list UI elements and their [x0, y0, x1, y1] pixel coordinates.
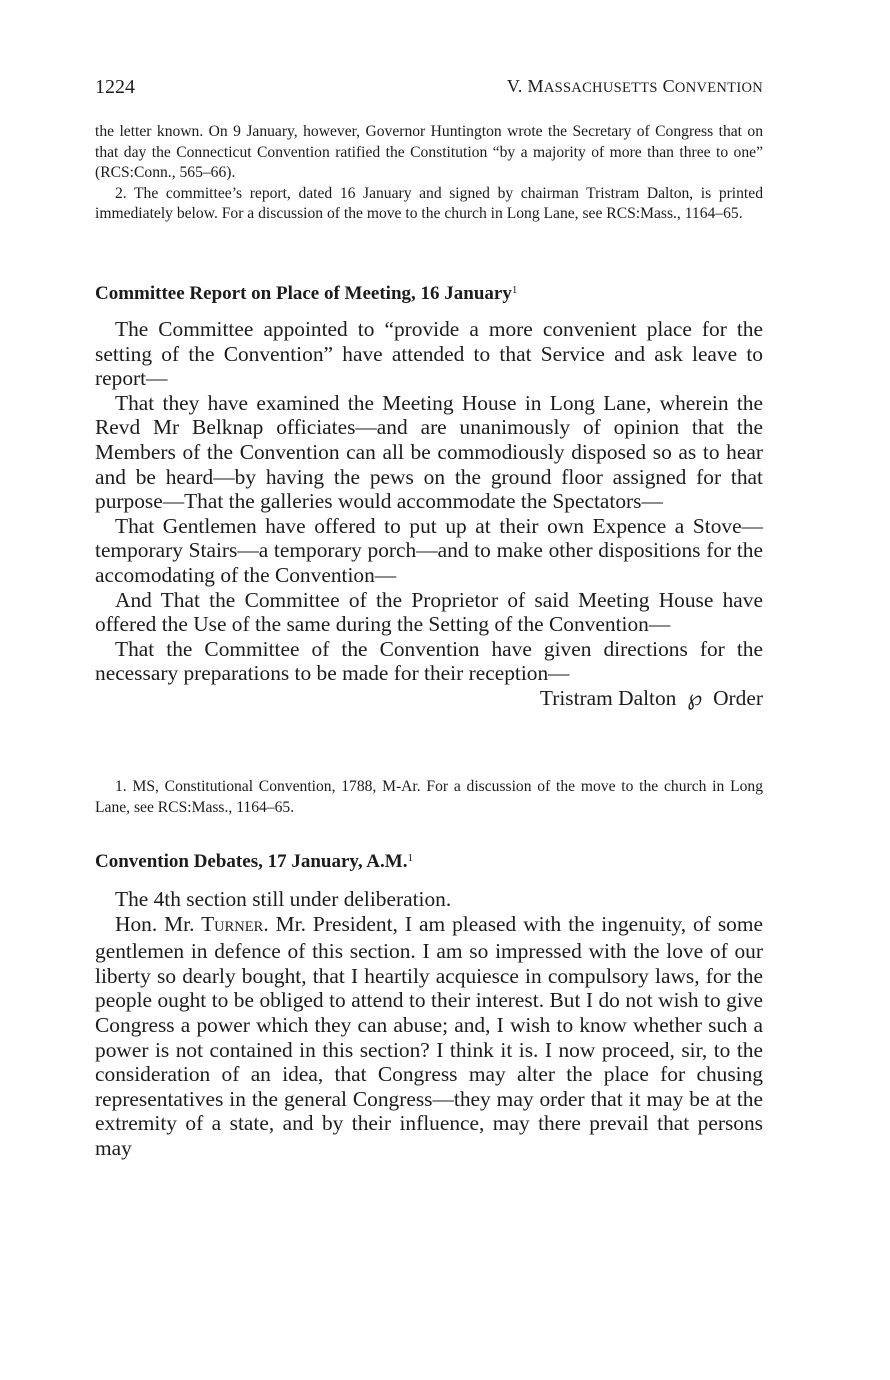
debate-intro: The 4th section still under deliberation. — [115, 887, 452, 911]
running-title-smallcaps-1: ASSACHUSETTS — [543, 80, 658, 96]
speaker-initial: T — [201, 911, 215, 936]
running-title-prefix: V. M — [506, 76, 544, 96]
per-mark-icon: ℘ — [687, 685, 703, 710]
signature-line — [95, 686, 763, 711]
speaker-prefix: Hon. Mr. — [115, 911, 202, 936]
footnote-ref: 1 — [511, 284, 518, 296]
footnote-text: 1. MS, Constitutional Convention, 1788, M-Ar. For a discussion of the move to the church in Long Lane, see RCS:Mass., 1164–65. — [95, 778, 763, 816]
running-title-space: C — [657, 76, 675, 96]
note-2: 2. The committee’s report, dated 16 January and signed by chairman Tristram Dalton, is printed immediately below. For a discussion of the move to the church in Long Lane, see RCS:Mass., 1164–65. — [95, 184, 763, 222]
committee-report-text — [95, 317, 763, 711]
report-paragraph: And That the Committee of the Proprietor of said Meeting House have offered the Use of the same during the Setting of the Convention— — [95, 587, 763, 637]
running-title — [507, 76, 763, 97]
speech-text: . Mr. President, I am pleased with the ingenuity, of some gentlemen in defence of this section. I am so impressed with the love of our liberty so dearly bought, that I heartily acquiesce in compulsory laws, for the people ought to be obliged to attend to their interest. But I do not wish to give Congress a power which they can abuse; and, I wish to know whether such a power is not contained in this section? I think it is. I now proceed, sir, to the consideration of an idea, that Congress may alter the place for chusing representatives in the general Congress—they may order that it may be at the extremity of a state, and by their influence, may there prevail that persons may — [95, 911, 763, 1160]
running-title-smallcaps-2: ONVENTION — [674, 80, 763, 96]
report-paragraph: That the Committee of the Convention have given directions for the necessary preparations to be made for their reception— — [95, 636, 763, 686]
signature-name: Tristram Dalton — [539, 685, 677, 710]
running-head — [95, 76, 763, 102]
footnote — [95, 777, 763, 818]
signature-suffix: Order — [713, 685, 763, 710]
note-continuation: the letter known. On 9 January, however, Governor Huntington wrote the Secretary of Congress that on that day the Connecticut Convention ratified the Constitution “by a majority of more than three to one” (RCS:Conn., 565–66). — [95, 123, 763, 181]
convention-debates-heading-text: Convention Debates, 17 January, A.M. — [95, 851, 408, 872]
document-page — [95, 0, 763, 1380]
page-number: 1224 — [95, 76, 135, 98]
carryover-notes — [95, 122, 763, 225]
report-paragraph: That they have examined the Meeting House in Long Lane, wherein the Revd Mr Belknap officiates—and are unanimously of opinion that the Members of the Convention can all be commodiously disposed so as to hear and be heard—by having the pews on the ground floor assigned for that purpose—That the galleries would accommodate the Spectators— — [95, 390, 763, 514]
report-paragraph: The Committee appointed to “provide a more convenient place for the setting of the Convention” have attended to that Service and ask leave to report— — [95, 317, 763, 391]
committee-report-heading-text: Committee Report on Place of Meeting, 16 January — [95, 283, 512, 304]
speaker-name-smallcaps: URNER — [214, 918, 264, 935]
convention-debates-text — [95, 887, 763, 1161]
report-paragraph: That Gentlemen have offered to put up at their own Expence a Stove—temporary Stairs—a temporary porch—and to make other dispositions for the accomodating of the Convention— — [95, 513, 763, 587]
debate-speech — [95, 912, 763, 1161]
convention-debates-heading — [95, 851, 413, 873]
committee-report-heading — [95, 283, 517, 305]
footnote-ref: 1 — [407, 852, 413, 864]
